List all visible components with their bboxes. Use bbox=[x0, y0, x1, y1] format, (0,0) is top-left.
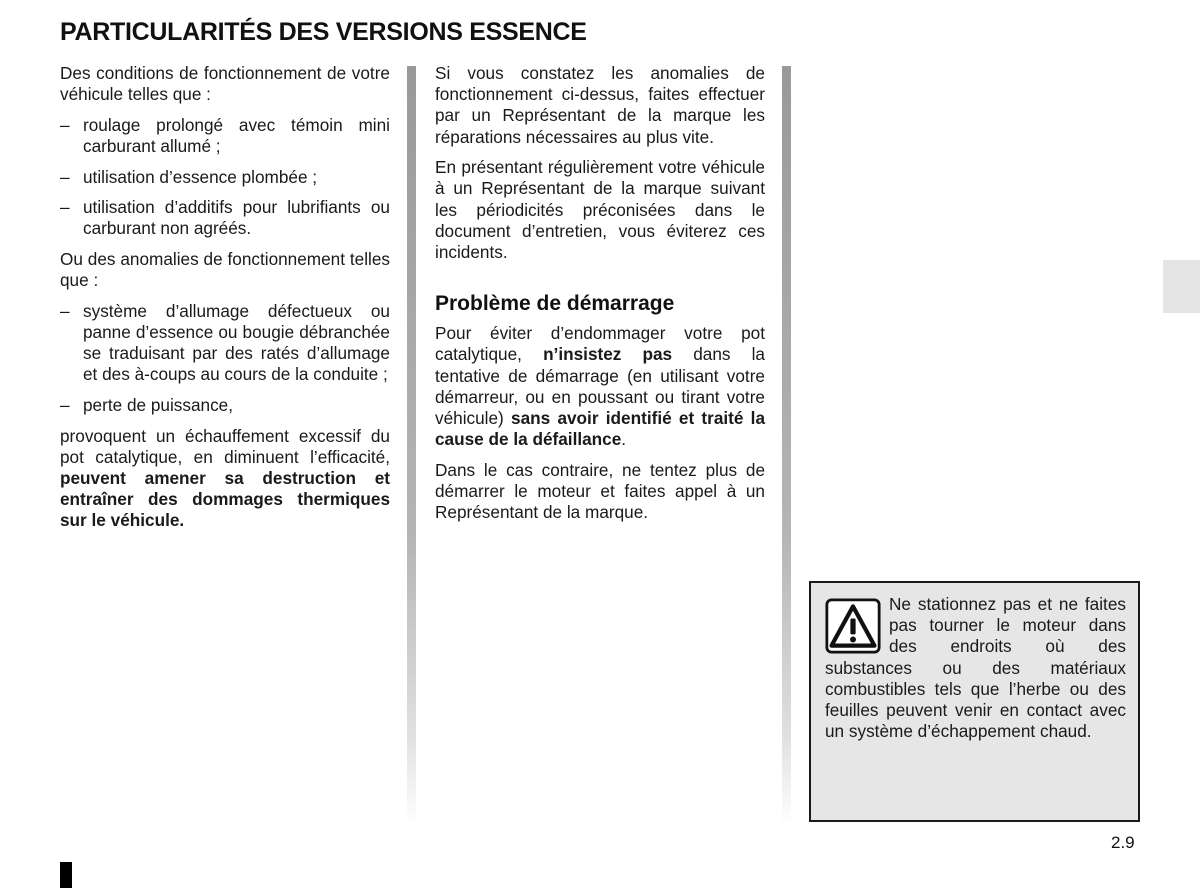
list-dash: – bbox=[60, 166, 70, 187]
list-item-text: utilisation d’essence plombée ; bbox=[83, 166, 318, 187]
left-column bbox=[60, 63, 390, 541]
starting-text: Pour éviter d’endommager votre pot catalytique, bbox=[435, 323, 765, 365]
maintenance-paragraph: En présentant régulièrement votre véhicule à un Représentant de la marque suivant les périodicités préconisées dans le document d’entretien, vous éviterez ces incidents. bbox=[435, 157, 765, 263]
conditions-intro: Des conditions de fonctionnement de votre véhicule telles que : bbox=[60, 63, 390, 105]
section-heading: Problème de démarrage bbox=[435, 292, 675, 316]
list-dash: – bbox=[60, 114, 70, 135]
list-item-text: système d’allumage défectueux ou panne d’essence ou bougie débranchée se traduisant par des ratés d’allumage et des à-coups au cours de la conduite ; bbox=[83, 300, 390, 385]
consequence-paragraph bbox=[60, 426, 390, 532]
page-number: 2.9 bbox=[1111, 833, 1135, 852]
anomalies-intro: Ou des anomalies de fonctionnement telles que : bbox=[60, 248, 390, 291]
page-title: PARTICULARITÉS DES VERSIONS ESSENCE bbox=[60, 18, 587, 46]
warning-triangle-icon bbox=[825, 598, 881, 654]
list-dash: – bbox=[60, 394, 70, 415]
list-item bbox=[60, 167, 390, 188]
contrary-paragraph: Dans le cas contraire, ne tentez plus de démarrer le moteur et faites appel à un Représentant de la marque. bbox=[435, 459, 765, 523]
footer-mark bbox=[60, 862, 72, 888]
column-divider bbox=[407, 66, 416, 826]
chapter-tab bbox=[1163, 260, 1200, 313]
list-item bbox=[60, 301, 390, 386]
list-dash: – bbox=[60, 197, 70, 218]
list-item bbox=[60, 197, 390, 239]
list-item-text: utilisation d’additifs pour lubrifiants ou carburant non agréés. bbox=[83, 197, 390, 239]
repair-paragraph: Si vous constatez les anomalies de fonctionnement ci-dessus, faites effectuer par un Représentant de la marque les réparations nécessaires au plus vite. bbox=[435, 63, 765, 147]
right-column bbox=[435, 63, 765, 533]
starting-text: dans la tentative de démarrage (en utilisant votre démarreur, ou en poussant ou tirant votre véhicule) bbox=[435, 344, 765, 429]
warning-text: Ne stationnez pas et ne faites pas tourner le moteur dans des endroits où des substances ou des matériaux combustibles tels que l’herbe ou des feuilles peuvent venir en contact avec un système d’échappement chaud. bbox=[825, 594, 1126, 742]
warning-content bbox=[825, 594, 1126, 742]
list-item bbox=[60, 395, 390, 416]
starting-paragraph bbox=[435, 323, 765, 450]
starting-bold-text: sans avoir identifié et traité la cause de la défaillance bbox=[435, 408, 766, 450]
list-item bbox=[60, 115, 390, 157]
list-item-text: perte de puissance, bbox=[83, 394, 234, 415]
warning-box bbox=[809, 581, 1140, 822]
starting-bold-text: n’insistez pas bbox=[543, 344, 673, 365]
column-divider bbox=[782, 66, 791, 826]
consequence-text: provoquent un échauffement excessif du pot catalytique, en diminuent l’efficacité, bbox=[60, 425, 390, 467]
consequence-bold-text: peuvent amener sa destruction et entraîner des dommages thermiques sur le véhicule. bbox=[60, 467, 390, 531]
list-item-text: roulage prolongé avec témoin mini carburant allumé ; bbox=[83, 114, 390, 156]
list-dash: – bbox=[60, 300, 70, 321]
starting-text: . bbox=[621, 429, 627, 450]
